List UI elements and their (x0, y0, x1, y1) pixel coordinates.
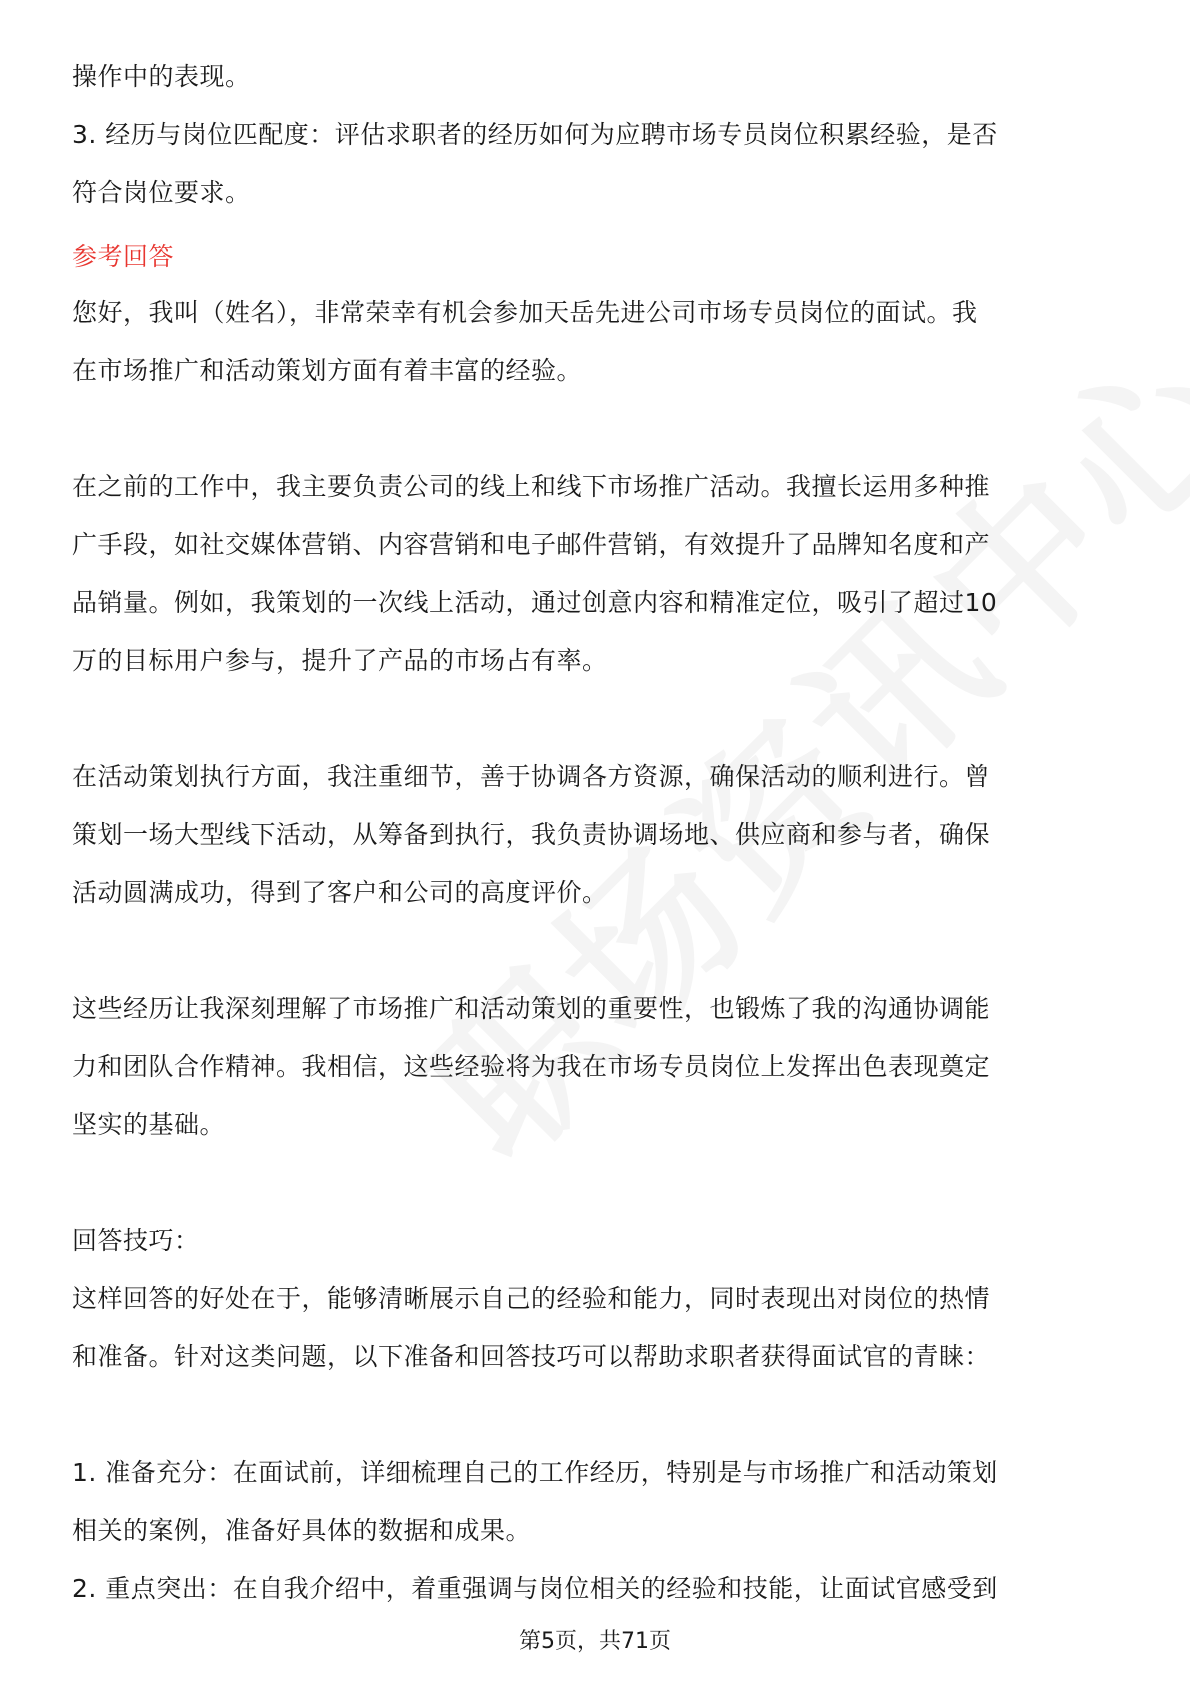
text-line: 这些经历让我深刻理解了市场推广和活动策划的重要性，也锻炼了我的沟通协调能 (72, 994, 991, 1023)
text-line: 符合岗位要求。 (72, 178, 251, 207)
paragraph-gap (72, 1386, 1122, 1444)
paragraph-gap (72, 1154, 1122, 1212)
page-content (72, 48, 1122, 1618)
text-line: 3. 经历与岗位匹配度：评估求职者的经历如何为应聘市场专员岗位积累经验，是否 (72, 120, 998, 149)
list-item-line: 2. 重点突出：在自我介绍中，着重强调与岗位相关的经验和技能，让面试官感受到 (72, 1574, 998, 1603)
paragraph-gap (72, 690, 1122, 748)
page-number-footer: 第5页，共71页 (519, 1629, 671, 1654)
paragraph-gap (72, 922, 1122, 980)
text-line: 策划一场大型线下活动，从筹备到执行，我负责协调场地、供应商和参与者，确保 (72, 820, 991, 849)
text-line: 和准备。针对这类问题，以下准备和回答技巧可以帮助求职者获得面试官的青睐： (72, 1342, 991, 1371)
text-line: 力和团队合作精神。我相信，这些经验将为我在市场专员岗位上发挥出色表现奠定 (72, 1052, 991, 1081)
text-line: 万的目标用户参与，提升了产品的市场占有率。 (72, 646, 608, 675)
text-line: 操作中的表现。 (72, 62, 251, 91)
list-item-line: 相关的案例，准备好具体的数据和成果。 (72, 1516, 532, 1545)
text-line: 这样回答的好处在于，能够清晰展示自己的经验和能力，同时表现出对岗位的热情 (72, 1284, 991, 1313)
text-line: 坚实的基础。 (72, 1110, 226, 1139)
text-line: 品销量。例如，我策划的一次线上活动，通过创意内容和精准定位，吸引了超过10 (72, 588, 998, 617)
paragraph-gap (72, 400, 1122, 458)
text-line: 在活动策划执行方面，我注重细节，善于协调各方资源，确保活动的顺利进行。曾 (72, 762, 991, 791)
text-line: 在之前的工作中，我主要负责公司的线上和线下市场推广活动。我擅长运用多种推 (72, 472, 991, 501)
list-item-line: 1. 准备充分：在面试前，详细梳理自己的工作经历，特别是与市场推广和活动策划 (72, 1458, 998, 1487)
section-heading-reference-answer: 参考回答 (72, 242, 175, 271)
text-line: 在市场推广和活动策划方面有着丰富的经验。 (72, 356, 583, 385)
text-line: 广手段，如社交媒体营销、内容营销和电子邮件营销，有效提升了品牌知名度和产 (72, 530, 991, 559)
tips-title: 回答技巧： (72, 1226, 200, 1255)
text-line: 活动圆满成功，得到了客户和公司的高度评价。 (72, 878, 608, 907)
text-line: 您好，我叫（姓名），非常荣幸有机会参加天岳先进公司市场专员岗位的面试。我 (72, 298, 978, 327)
